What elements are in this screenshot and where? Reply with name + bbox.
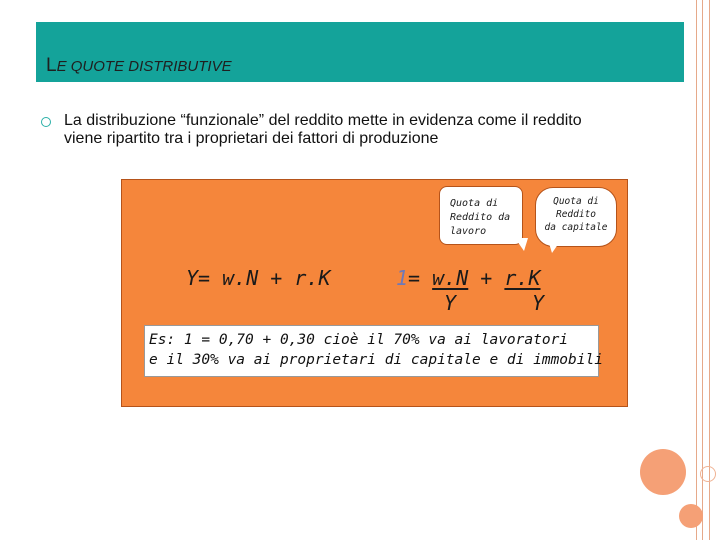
formula-plus: + [468, 266, 505, 290]
bullet-icon [41, 117, 51, 127]
decorative-circle [679, 504, 703, 528]
slide-title [46, 55, 232, 77]
decorative-circle [700, 466, 716, 482]
title-rest: E QUOTE DISTRIBUTIVE [56, 58, 232, 75]
callout-line: da capitale [544, 222, 608, 233]
title-initial: L [46, 55, 57, 76]
formula-equals: = [408, 266, 433, 290]
title-bar [36, 22, 684, 84]
formula-denominator: Y [444, 291, 457, 315]
bullet-line: La distribuzione “funzionale” del reddito mette in evidenza come il reddito [64, 112, 582, 129]
example-line: Es: 1 = 0,70 + 0,30 cioè il 70% va ai lavoratori [149, 332, 569, 348]
example-box [144, 325, 603, 377]
callout-pointer [548, 240, 561, 253]
border-line [702, 0, 703, 540]
example-line: e il 30% va ai proprietari di capitale e di immobili [149, 352, 603, 368]
border-line [696, 0, 697, 540]
callout-labor-share [439, 186, 523, 245]
callout-line: Quota di [553, 196, 599, 207]
decorative-circle [640, 449, 686, 495]
callout-line: lavoro [450, 226, 487, 237]
bullet-text [64, 112, 684, 148]
income-formula: Y= w.N + r.K [186, 266, 331, 290]
share-formula [396, 266, 541, 290]
border-line [709, 0, 710, 540]
callout-line: Quota di [450, 198, 499, 209]
callout-pointer [515, 238, 528, 251]
callout-capital-share [535, 187, 617, 247]
formula-denominator: Y [532, 291, 545, 315]
bullet-line: viene ripartito tra i proprietari dei fattori di produzione [64, 130, 439, 147]
formula-labor-term: w.N [432, 266, 469, 290]
formula-one: 1 [396, 266, 409, 290]
formula-capital-term: r.K [504, 266, 541, 290]
callout-line: Reddito da [450, 212, 511, 223]
callout-line: Reddito [555, 209, 597, 220]
